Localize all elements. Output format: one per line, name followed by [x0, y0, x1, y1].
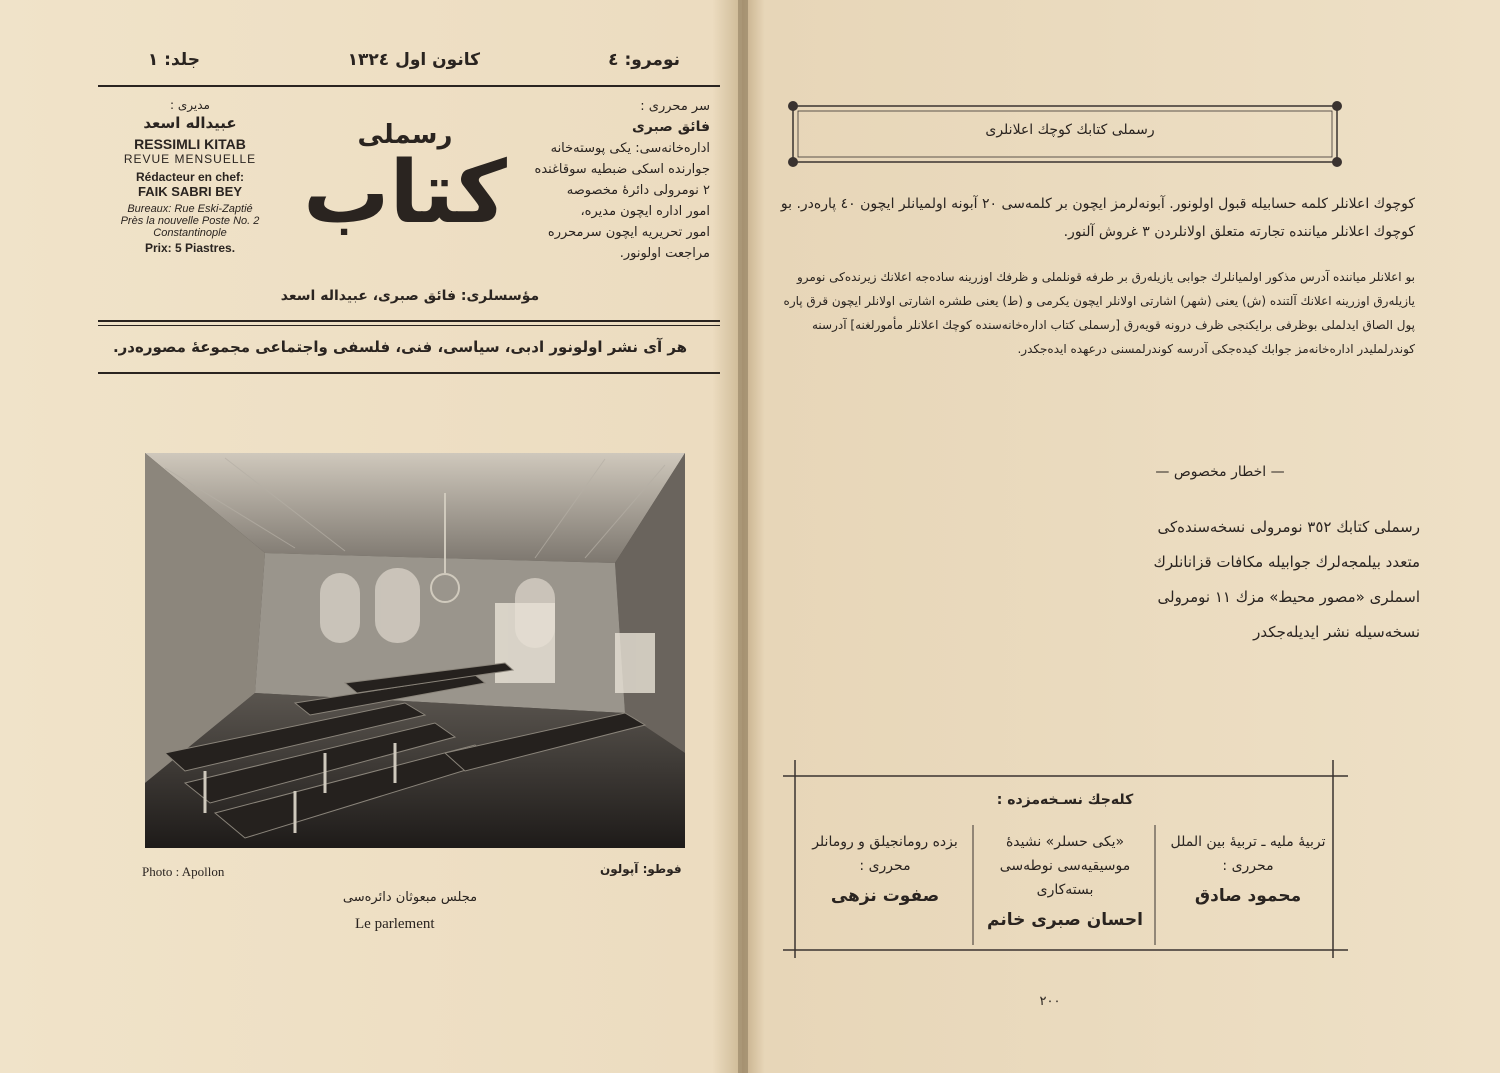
office-line: ٢ نومرولی دائرۀ مخصوصە	[566, 183, 710, 198]
address-line-2: Près la nouvelle Poste No. 2	[120, 215, 260, 227]
editor-name: عبيداله اسعد	[143, 114, 237, 132]
ads-instructions: بو اعلانلر ميانندە آدرس مذكور اولميانلرك جوابی يازيلەرق بر طرفە قونلملی و ظرفك اوزرينە سادەجە اعلانك زيرندەكی نومرو يازيلەرق اوزرينە اعلانك آلتندە (ش) يعنی (شهر) اشارتی اولانلر ايچون يكرمی و (ط) يعنی طشرە اشارتی اولانلر ايچون قرق پارە پول الصاق ايدلملی بوظرفی برايكنجی ظرف درونە قويەرق [رسملی كتاب ادارەخانەسندە كوچك اعلانلر مأمورلغنە] آدرسنە كوندرلملیدر ادارەخانەمز جوابك كيدەجكی آدرسە كوندرلمسنی درعهدە ايدەجكدر.	[783, 270, 1415, 356]
notice-heading: — اخطار مخصوص —	[1155, 464, 1285, 480]
masthead-small-title: رسملی	[357, 120, 453, 150]
address-line-3: Constantinople	[153, 227, 227, 239]
item-title: بزدە رومانجيلق و رومانلر	[812, 834, 958, 850]
next-issue-item	[975, 830, 1155, 932]
book-spine	[738, 0, 748, 1073]
chief-editor-name: فائق صبری	[632, 119, 710, 135]
item-role: بستەكاری	[1036, 882, 1094, 898]
issue-line	[130, 46, 690, 78]
office-line: ادارەخانەسی: يكی پوستەخانە	[550, 141, 710, 156]
latin-title: RESSIMLI KITAB	[134, 136, 246, 152]
issue-date: كانون اول ١٣٢٤	[347, 50, 480, 70]
chief-label: Rédacteur en chef:	[135, 170, 245, 184]
page-number: ٢٠٠	[1039, 994, 1061, 1009]
right-info-column	[520, 96, 710, 264]
editor-label: مديری :	[170, 98, 210, 112]
next-issue-item	[795, 830, 975, 908]
next-issue-heading: كلەجك نسـخەمزدە :	[996, 792, 1134, 808]
item-title: «يكی حسلر» نشيدۀ موسيقيەسی نوطەسی	[999, 834, 1131, 874]
chief-editor-label: سر محرری :	[640, 99, 710, 114]
item-title: تربيۀ مليە ـ تربيۀ بين الملل	[1170, 834, 1326, 850]
tagline: هر آی نشر اولونور ادبی، سياسی، فنی، فلسفی واجتماعی مجموعۀ مصورەدر.	[112, 338, 688, 356]
latin-subtitle: REVUE MENSUELLE	[123, 152, 257, 166]
ads-body-text: كوچوك اعلانلر كلمە حسابيله قبول اولونور. آبونەلرمز ايچون بر كلمەسی ٢٠ آبونە اولميانلر ايچون ٤٠ پارەدر. بو كوچوك اعلانلر ميانندە تجارتە متعلق اولانلردن ٣ غروش آلنور.	[780, 196, 1415, 240]
office-line: جوارندە اسكی ضبطيه سوقاغندە	[534, 162, 710, 177]
photo-credit-arabic: فوطو: آپولون	[600, 862, 682, 876]
item-role: محرری :	[1222, 858, 1274, 874]
photo-credit-latin: Photo : Apollon	[142, 864, 225, 879]
issue-number: نومرو: ٤	[608, 50, 680, 70]
item-author: احسان صبری خانم	[987, 910, 1143, 930]
price: Prix: 5 Piastres.	[144, 241, 236, 255]
notice-line: متعدد بيلمجەلرك جوابيله مكافات قزانانلرك	[1153, 553, 1420, 571]
item-author: محمود صادق	[1194, 886, 1302, 906]
item-author: صفوت نزهی	[830, 886, 940, 906]
top-rule	[98, 85, 720, 87]
notice-line: نسخەسيلە نشر ايديلەجكدر	[1253, 623, 1420, 641]
mid-rule-2	[98, 325, 720, 326]
masthead	[270, 120, 540, 285]
photo-caption-french: Le parlement	[355, 916, 435, 932]
notice-body	[1050, 510, 1420, 650]
mid-rule-1	[98, 320, 720, 322]
chief-name: FAIK SABRI BEY	[137, 184, 242, 199]
notice-line: رسملی كتابك ٣٥٢ نومرولی نسخەسندەكی	[1157, 518, 1420, 536]
photo-caption-arabic: مجلس مبعوثان دائرەسی	[342, 890, 478, 905]
office-line: امور ادارە ايچون مديرە،	[580, 204, 710, 219]
volume-number: جلد: ١	[147, 50, 200, 70]
parliament-photo	[145, 453, 685, 848]
address-line-1: Bureaux: Rue Eski-Zaptié	[127, 203, 253, 215]
office-line: مراجعت اولونور.	[619, 246, 710, 261]
office-line: امور تحريريه ايچون سرمحررە	[547, 225, 710, 240]
bottom-rule	[98, 372, 720, 374]
founders-line: مؤسسلری: فائق صبری، عبيداله اسعد	[280, 288, 540, 304]
item-role: محرری :	[859, 858, 911, 874]
next-issue-item	[1158, 830, 1338, 908]
left-info-column	[110, 98, 270, 255]
masthead-big-title: كتاب	[303, 143, 507, 243]
notice-line: اسملری «مصور محيط» مزك ١١ نومرولی	[1157, 588, 1420, 606]
ads-banner-title: رسملی كتابك كوچك اعلانلری	[985, 122, 1155, 138]
